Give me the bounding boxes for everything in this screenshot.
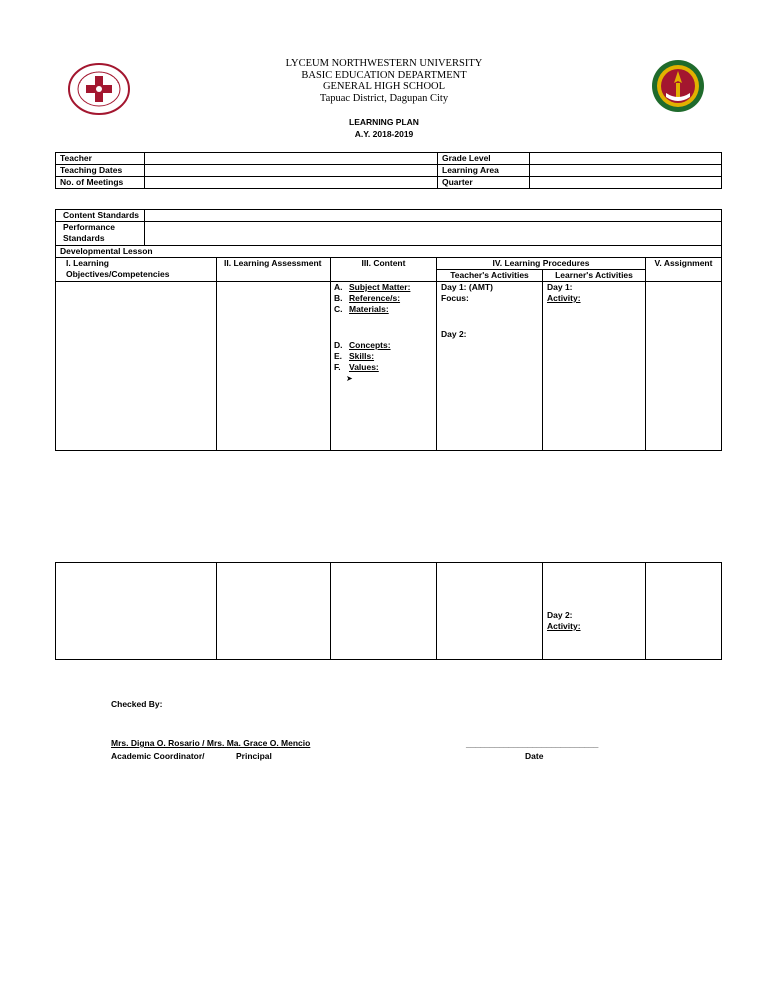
- skills-label: Skills:: [349, 351, 375, 361]
- meetings-label: No. of Meetings: [56, 177, 145, 189]
- continuation-content-cell[interactable]: [331, 563, 437, 660]
- teacher-day1-label: Day 1: (AMT): [441, 282, 493, 292]
- learners-activities-header: Learner's Activities: [543, 270, 646, 282]
- assignment-cell[interactable]: [646, 282, 722, 451]
- values-bullet-icon: ➤: [346, 374, 353, 383]
- content-item-c: [334, 304, 432, 315]
- learning-area-label: Learning Area: [438, 165, 530, 177]
- continuation-learners-cell[interactable]: [543, 563, 646, 660]
- continuation-table: [55, 562, 722, 660]
- quarter-label: Quarter: [438, 177, 530, 189]
- performance-standards-field[interactable]: [145, 222, 722, 246]
- values-label: Values:: [349, 362, 379, 372]
- teacher-day2-label: Day 2:: [441, 329, 467, 339]
- role-principal: Principal: [236, 751, 272, 761]
- concepts-label: Concepts:: [349, 340, 391, 350]
- developmental-lesson-label: Developmental Lesson: [56, 246, 722, 258]
- learner-activity2-label: Activity:: [547, 621, 581, 631]
- teachers-activities-cell[interactable]: [437, 282, 543, 451]
- learners-activities-cell[interactable]: [543, 282, 646, 451]
- content-item-f: [334, 362, 432, 373]
- content-item-d: [334, 340, 432, 351]
- performance-standards-label: Performance Standards: [56, 222, 145, 246]
- teacher-label: Teacher: [56, 153, 145, 165]
- teaching-dates-field[interactable]: [145, 165, 438, 177]
- teacher-field[interactable]: [145, 153, 438, 165]
- learner-activity-label: Activity:: [547, 293, 581, 303]
- content-item-c-letter: C.: [334, 304, 343, 314]
- continuation-objectives-cell[interactable]: [56, 563, 217, 660]
- school-address: Tapuac District, Dagupan City: [319, 93, 449, 104]
- objectives-header: I. Learning Objectives/Competencies: [56, 258, 217, 282]
- continuation-assignment-cell[interactable]: [646, 563, 722, 660]
- learner-day1-label: Day 1:: [547, 282, 573, 292]
- assignment-header: V. Assignment: [646, 258, 722, 282]
- signatory-names: Mrs. Digna O. Rosario / Mrs. Ma. Grace O. Mencio: [111, 738, 311, 748]
- objectives-cell[interactable]: [56, 282, 217, 451]
- academic-year: A.Y. 2018-2019: [354, 129, 414, 139]
- document-title: LEARNING PLAN: [349, 117, 419, 127]
- materials-label: Materials:: [349, 304, 389, 314]
- references-label: Reference/s:: [349, 293, 401, 303]
- assessment-cell[interactable]: [217, 282, 331, 451]
- quarter-field[interactable]: [530, 177, 722, 189]
- subject-matter-label: Subject Matter:: [349, 282, 411, 292]
- content-standards-label: Content Standards: [56, 210, 145, 222]
- content-item-b-letter: B.: [334, 293, 343, 303]
- university-name: LYCEUM NORTHWESTERN UNIVERSITY: [285, 58, 483, 69]
- content-item-b: [334, 293, 432, 304]
- content-header: III. Content: [331, 258, 437, 282]
- content-item-d-letter: D.: [334, 340, 343, 350]
- teacher-focus-label: Focus:: [441, 293, 469, 303]
- teaching-dates-label: Teaching Dates: [56, 165, 145, 177]
- learner-day2-label: Day 2:: [547, 610, 573, 620]
- content-item-a: [334, 282, 432, 293]
- teachers-activities-header: Teacher's Activities: [437, 270, 543, 282]
- grade-level-field[interactable]: [530, 153, 722, 165]
- continuation-assessment-cell[interactable]: [217, 563, 331, 660]
- checked-by-label: Checked By:: [111, 699, 163, 709]
- content-item-a-letter: A.: [334, 282, 343, 292]
- continuation-teachers-cell[interactable]: [437, 563, 543, 660]
- procedures-header: IV. Learning Procedures: [437, 258, 646, 270]
- learning-area-field[interactable]: [530, 165, 722, 177]
- learning-plan-table: [55, 209, 722, 451]
- date-label: Date: [525, 751, 544, 761]
- content-item-e: [334, 351, 432, 362]
- teacher-info-table: [55, 152, 722, 189]
- grade-level-label: Grade Level: [438, 153, 530, 165]
- department-name: BASIC EDUCATION DEPARTMENT: [301, 70, 467, 81]
- school-name: GENERAL HIGH SCHOOL: [322, 81, 446, 92]
- content-item-f-letter: F.: [334, 362, 341, 372]
- content-cell[interactable]: [331, 282, 437, 451]
- content-standards-field[interactable]: [145, 210, 722, 222]
- content-item-e-letter: E.: [334, 351, 343, 361]
- assessment-header: II. Learning Assessment: [217, 258, 331, 282]
- role-academic-coordinator: Academic Coordinator/: [111, 751, 205, 761]
- meetings-field[interactable]: [145, 177, 438, 189]
- date-signature-line[interactable]: ____________________________: [466, 739, 599, 749]
